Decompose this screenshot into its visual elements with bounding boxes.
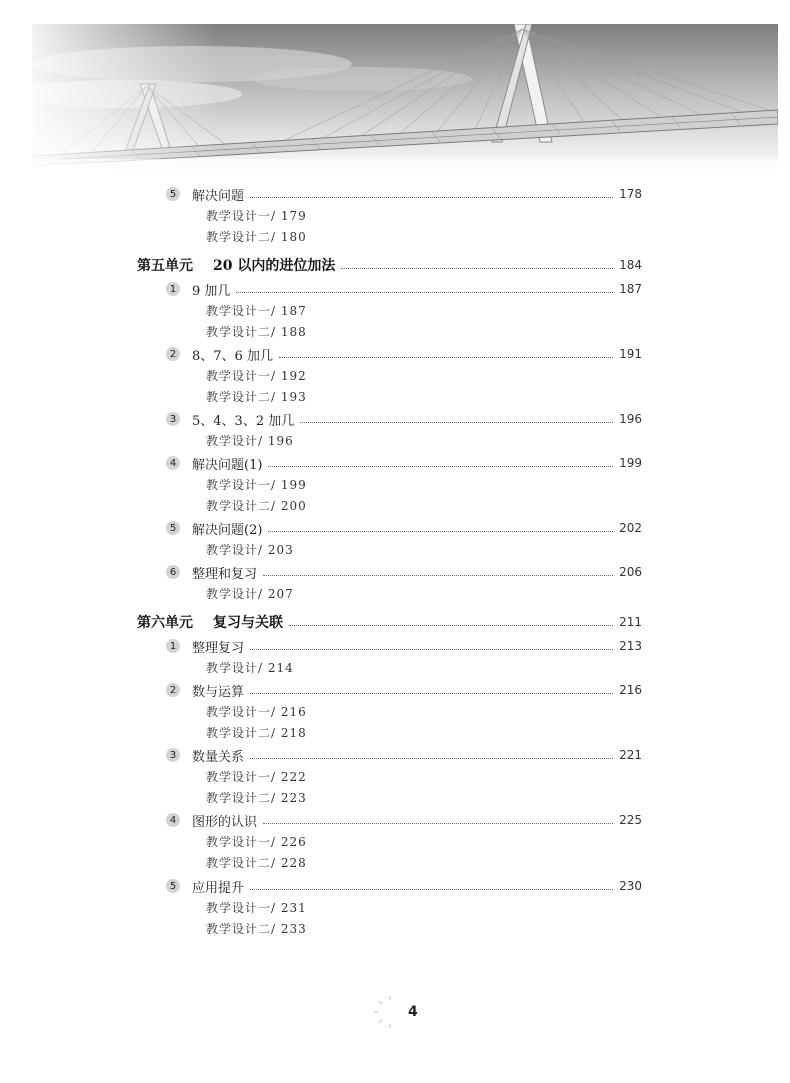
toc-subentry [206, 766, 307, 786]
toc-page-number: 216 [619, 683, 642, 697]
toc-entry [166, 562, 642, 582]
toc-page-number: 225 [619, 813, 642, 827]
toc-subentry-text: 教学设计一/ 199 [206, 477, 307, 492]
toc-entry [166, 518, 642, 538]
toc-page-number: 206 [619, 565, 642, 579]
toc-entry-number-badge: 5 [166, 879, 180, 893]
toc-subentry-text: 教学设计二/ 180 [206, 229, 307, 244]
dot-leader [236, 292, 613, 293]
dot-leader [250, 758, 613, 759]
toc-unit-heading [137, 255, 642, 275]
toc-subentry [206, 430, 294, 450]
toc-subentry-text: 教学设计二/ 218 [206, 725, 307, 740]
dot-leader [300, 422, 613, 423]
toc-subentry-text: 教学设计一/ 187 [206, 303, 307, 318]
toc-subentry-text: 教学设计一/ 231 [206, 900, 307, 915]
toc-entry-title: 图形的认识 [192, 814, 258, 830]
page-footer [372, 992, 418, 1032]
toc-page-number: 196 [619, 412, 642, 426]
toc-subentry-text: 教学设计/ 196 [206, 433, 294, 448]
toc-subentry [206, 831, 307, 851]
toc-entry-title: 整理和复习 [192, 566, 258, 582]
toc-subentry-text: 教学设计二/ 193 [206, 389, 307, 404]
toc-entry [166, 680, 642, 700]
toc-subentry [206, 583, 294, 603]
toc-subentry [206, 474, 307, 494]
toc-subentry [206, 852, 307, 872]
toc-page-number: 211 [619, 615, 642, 629]
toc-entry-title: 5、4、3、2 加几 [192, 413, 295, 429]
toc-page-number: 184 [619, 258, 642, 272]
toc-page-number: 230 [619, 879, 642, 893]
toc-entry-number-badge: 6 [166, 565, 180, 579]
page-number: 4 [408, 1004, 418, 1020]
toc-subentry [206, 226, 307, 246]
dot-leader [263, 823, 613, 824]
toc-subentry-text: 教学设计二/ 223 [206, 790, 307, 805]
toc-subentry [206, 495, 307, 515]
toc-subentry [206, 205, 307, 225]
toc-entry-number-badge: 3 [166, 412, 180, 426]
toc-subentry-text: 教学设计二/ 188 [206, 324, 307, 339]
toc-page-number: 221 [619, 748, 642, 762]
toc-subentry [206, 657, 294, 677]
toc-page-number: 191 [619, 347, 642, 361]
dot-leader [268, 531, 613, 532]
toc-subentry-text: 教学设计二/ 200 [206, 498, 307, 513]
toc-entry-number-badge: 2 [166, 683, 180, 697]
toc-subentry-text: 教学设计/ 214 [206, 660, 294, 675]
toc-subentry [206, 539, 294, 559]
toc-subentry [206, 897, 307, 917]
toc-unit-title: 复习与关联 [213, 615, 283, 631]
toc-subentry-text: 教学设计一/ 216 [206, 704, 307, 719]
toc-subentry-text: 教学设计一/ 179 [206, 208, 307, 223]
toc-subentry-text: 教学设计一/ 226 [206, 834, 307, 849]
dot-leader [250, 649, 613, 650]
toc-entry-title: 整理复习 [192, 640, 245, 656]
toc-entry-title: 8、7、6 加几 [192, 348, 273, 364]
toc-entry-title: 解决问题(1) [192, 457, 263, 473]
toc-entry-title: 数与运算 [192, 684, 245, 700]
toc-entry-number-badge: 2 [166, 347, 180, 361]
toc-unit-label: 第五单元 [137, 258, 193, 274]
toc-entry-title: 数量关系 [192, 749, 245, 765]
toc-subentry [206, 722, 307, 742]
header-bridge-image [32, 24, 778, 174]
dot-leader [263, 575, 613, 576]
toc-entry-number-badge: 4 [166, 456, 180, 470]
toc-entry [166, 745, 642, 765]
toc-entry [166, 279, 642, 299]
toc-entry-title: 解决问题(2) [192, 522, 263, 538]
toc-entry [166, 344, 642, 364]
toc-entry [166, 184, 642, 204]
toc-entry-number-badge: 4 [166, 813, 180, 827]
toc-subentry [206, 300, 307, 320]
dot-leader [341, 268, 613, 269]
toc-entry-title: 解决问题 [192, 188, 245, 204]
toc-entry-number-badge: 5 [166, 187, 180, 201]
toc-subentry-text: 教学设计/ 203 [206, 542, 294, 557]
dot-leader [268, 466, 613, 467]
moon-sun-icon [372, 994, 408, 1030]
toc-subentry [206, 918, 307, 938]
dot-leader [250, 197, 613, 198]
toc-subentry-text: 教学设计一/ 192 [206, 368, 307, 383]
dot-leader [279, 357, 613, 358]
toc-subentry-text: 教学设计二/ 228 [206, 855, 307, 870]
toc-entry-title: 9 加几 [192, 283, 231, 299]
toc-page-number: 213 [619, 639, 642, 653]
toc-entry [166, 453, 642, 473]
toc-unit-title: 20 以内的进位加法 [213, 258, 336, 274]
toc-subentry-text: 教学设计一/ 222 [206, 769, 307, 784]
toc-page-number: 178 [619, 187, 642, 201]
toc-page-number: 202 [619, 521, 642, 535]
toc-entry-number-badge: 1 [166, 639, 180, 653]
toc-page-number: 199 [619, 456, 642, 470]
toc-unit-heading [137, 612, 642, 632]
dot-leader [289, 625, 613, 626]
dot-leader [250, 889, 613, 890]
toc-subentry-text: 教学设计/ 207 [206, 586, 294, 601]
toc-subentry [206, 701, 307, 721]
toc-entry-number-badge: 5 [166, 521, 180, 535]
toc-subentry-text: 教学设计二/ 233 [206, 921, 307, 936]
toc-subentry [206, 365, 307, 385]
toc-subentry [206, 386, 307, 406]
toc-entry [166, 409, 642, 429]
toc-entry-number-badge: 3 [166, 748, 180, 762]
toc-entry-title: 应用提升 [192, 880, 245, 896]
toc-entry [166, 876, 642, 896]
toc-page-number: 187 [619, 282, 642, 296]
toc-subentry [206, 321, 307, 341]
toc-entry [166, 810, 642, 830]
dot-leader [250, 693, 613, 694]
toc-unit-label: 第六单元 [137, 615, 193, 631]
toc-entry-number-badge: 1 [166, 282, 180, 296]
toc-subentry [206, 787, 307, 807]
toc-entry [166, 636, 642, 656]
